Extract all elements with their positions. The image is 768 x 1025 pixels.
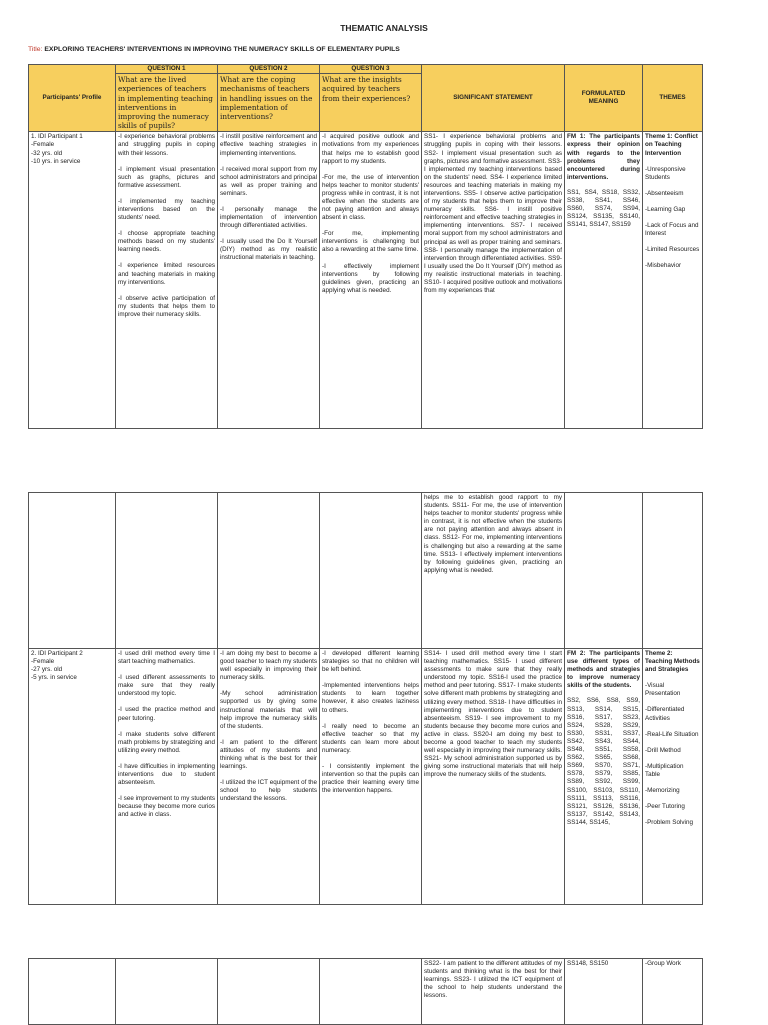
- question-2-text: What are the coping mechanisms of teachers in handling issues on the implementation of interventions?: [218, 74, 320, 132]
- document-subtitle: [28, 46, 400, 53]
- participant-2-question-2: -I am doing my best to become a good teacher to teach my students well especially in improving their numeracy skills. -My school administration supported us by giving some instructional materials that will help improve the numeracy skills of the students. -I am patient to the different attitudes of my students and thinking what is the best for their learnings. -I utilized the ICT equipment of the school to help students understand the lessons.: [218, 649, 320, 905]
- thematic-table-top: [28, 64, 703, 429]
- participant-2-question-3: -I developed different learning strategies so that no children will be left behind. -Implemented interventions helps students to learn together however, it also creates laziness to others. -I really need to become an effective teacher so that my students can learn more about numeracy. - I consistently implement the intervention so that the pupils can practice their learning every time the intervention happens.: [320, 649, 422, 905]
- continuation-themes: -Group Work: [643, 959, 703, 1025]
- participant-1-formulated-meaning: FM 1: The participants express their opinion with regards to the problems they encountered during interventions. SS1, SS4, SS18, SS32, SS38, SS41, SS46, SS60, SS74, SS94, SS124, SS135, SS140, SS141, SS147, SS159: [565, 132, 643, 429]
- participant-1-question-1: -I experience behavioral problems and struggling pupils in coping with their lessons. -I implement visual presentation such as graphs, pictures and formative assessment. -I implemented my teaching interventions based on the students' need. -I choose appropriate teaching methods based on my students' learning needs. -I experience limited resources and teaching materials in making my interventions. -I observe active participation of my students that helps them to improve their numeracy skills.: [116, 132, 218, 429]
- participant-1-profile: 1. IDI Participant 1 -Female -32 yrs. old -10 yrs. in service: [29, 132, 116, 429]
- themes-header: THEMES: [643, 65, 703, 132]
- participant-1-themes: Theme 1: Conflict on Teaching Intervention -Unresponsive Students -Absenteeism -Learning Gap -Lack of Focus and Interest -Limited Resources -Misbehavior: [643, 132, 703, 429]
- question-3-text: What are the insights acquired by teachers from their experiences?: [320, 74, 422, 132]
- subtitle-value: EXPLORING TEACHERS' INTERVENTIONS IN IMPROVING THE NUMERACY SKILLS OF ELEMENTARY PUPILS: [44, 46, 400, 53]
- continuation-row: [29, 493, 703, 649]
- question-2-header: QUESTION 2: [218, 65, 320, 74]
- participant-2-formulated-meaning: FM 2: The participants use different types of methods and strategies to improve numeracy skills of the students. SS2, SS6, SS8, SS9, SS13, SS14, SS15, SS16, SS17, SS23, SS24, SS28, SS29, SS30, SS31, SS37, SS42, SS43, SS44, SS48, SS51, SS58, SS62, SS65, SS68, SS69, SS70, SS71, SS78, SS79, SS85, SS89, SS92, SS99, SS100, SS103, SS110, SS111, SS113, SS116, SS121, SS126, SS136, SS137, SS142, SS143, SS144, SS145,: [565, 649, 643, 905]
- formulated-meaning-header: FORMULATED MEANING: [565, 65, 643, 132]
- thematic-table-middle: [28, 492, 703, 905]
- participant-1-row: [29, 132, 703, 429]
- significant-statement-header: SIGNIFICANT STATEMENT: [422, 65, 565, 132]
- page-title: THEMATIC ANALYSIS: [340, 23, 428, 33]
- thematic-table-bottom: [28, 958, 703, 1025]
- continuation-significant-statements-2: SS22- I am patient to the different attitudes of my students and thinking what is the best for their learnings. SS23- I utilized the ICT equipment of the school to help students understand the lessons.: [422, 959, 565, 1025]
- participant-1-question-3: -I acquired positive outlook and motivations from my experiences that helps me to establish good rapport to my students. -For me, the use of intervention helps teacher to monitor students' progress while in contrast, it is not effective when the students are not paying attention and always absent in class. -For me, implementing interventions is challenging but also a rewarding at the same time. -I effectively implement interventions by following guidelines given, practicing an applying what is needed.: [320, 132, 422, 429]
- participant-2-profile: 2. IDI Participant 2 -Female -27 yrs. old -5 yrs. in service: [29, 649, 116, 905]
- participant-2-continuation-row: [29, 959, 703, 1025]
- participant-2-row: [29, 649, 703, 905]
- question-3-header: QUESTION 3: [320, 65, 422, 74]
- profile-header: Participants' Profile: [29, 65, 116, 132]
- participant-1-significant-statements: SS1- I experience behavioral problems and struggling pupils in coping with their lessons. SS2- I implement visual presentation such as graphs, pictures and formative assessment. SS3- I implemented my teaching interventions based on the students' need. SS4- I experience limited resources and teaching materials in making my interventions. SS5- I observe active participation of my students that helps them to improve their numeracy skills. SS6- I instill positive reinforcement and effective teaching strategies in implementing interventions. SS7- I received moral support from my school administrators and principal as well as proper training and seminars. SS8- I personally manage the implementation of intervention through differentiated activities. SS9- I usually used the Do It Yourself (DIY) method as my realistic instructional materials in teaching. SS10- I acquired positive outlook and motivations from my experiences that: [422, 132, 565, 429]
- continuation-significant-statements: helps me to establish good rapport to my students. SS11- For me, the use of intervention helps teacher to monitor students' progress while in contrast, it is not effective when the students are not paying attention and always absent in class. SS12- For me, implementing interventions is challenging but also a rewarding at the same time. SS13- I effectively implement interventions by following guidelines given, practicing an applying what is needed.: [422, 493, 565, 649]
- question-1-header: QUESTION 1: [116, 65, 218, 74]
- participant-2-themes: Theme 2: Teaching Methods and Strategies -Visual Presentation -Differentiated Activities -Real-Life Situation -Drill Method -Multiplication Table -Memorizing -Peer Tutoring -Problem Solving: [643, 649, 703, 905]
- question-1-text: What are the lived experiences of teachers in implementing teaching interventions in improving the numeracy skills of pupils?: [116, 74, 218, 132]
- participant-1-question-2: -I instill positive reinforcement and effective teaching strategies in implementing interventions. -I received moral support from my school administrators and principal as well as proper training and seminars. -I personally manage the implementation of intervention through differentiated activities. -I usually used the Do It Yourself (DIY) method as my realistic instructional materials in teaching.: [218, 132, 320, 429]
- participant-2-significant-statements: SS14- I used drill method every time I start teaching mathematics. SS15- I used different assessments to make sure that they really understood my topic. SS16-I used the practice method and peer tutoring. SS17- I make students solve different math problems by strategizing and utilizing every method. SS18- I have difficulties in implementing interventions due to student absenteeism. SS19- I see improvement to my students because they become more curios and active in class. SS20-I am doing my best to become a good teacher to teach my students well especially in improving their numeracy skills. SS21- My school administration supported us by giving some instructional materials that will help improve the numeracy skills of the students.: [422, 649, 565, 905]
- subtitle-label: Title:: [28, 46, 43, 53]
- continuation-formulated-meaning: SS148, SS150: [565, 959, 643, 1025]
- participant-2-question-1: -I used drill method every time I start teaching mathematics. -I used different assessments to make sure that they really understood my topic. -I used the practice method and peer tutoring. -I make students solve different math problems by strategizing and utilizing every method. -I have difficulties in implementing interventions due to student absenteeism. -I see improvement to my students because they become more curios and active in class.: [116, 649, 218, 905]
